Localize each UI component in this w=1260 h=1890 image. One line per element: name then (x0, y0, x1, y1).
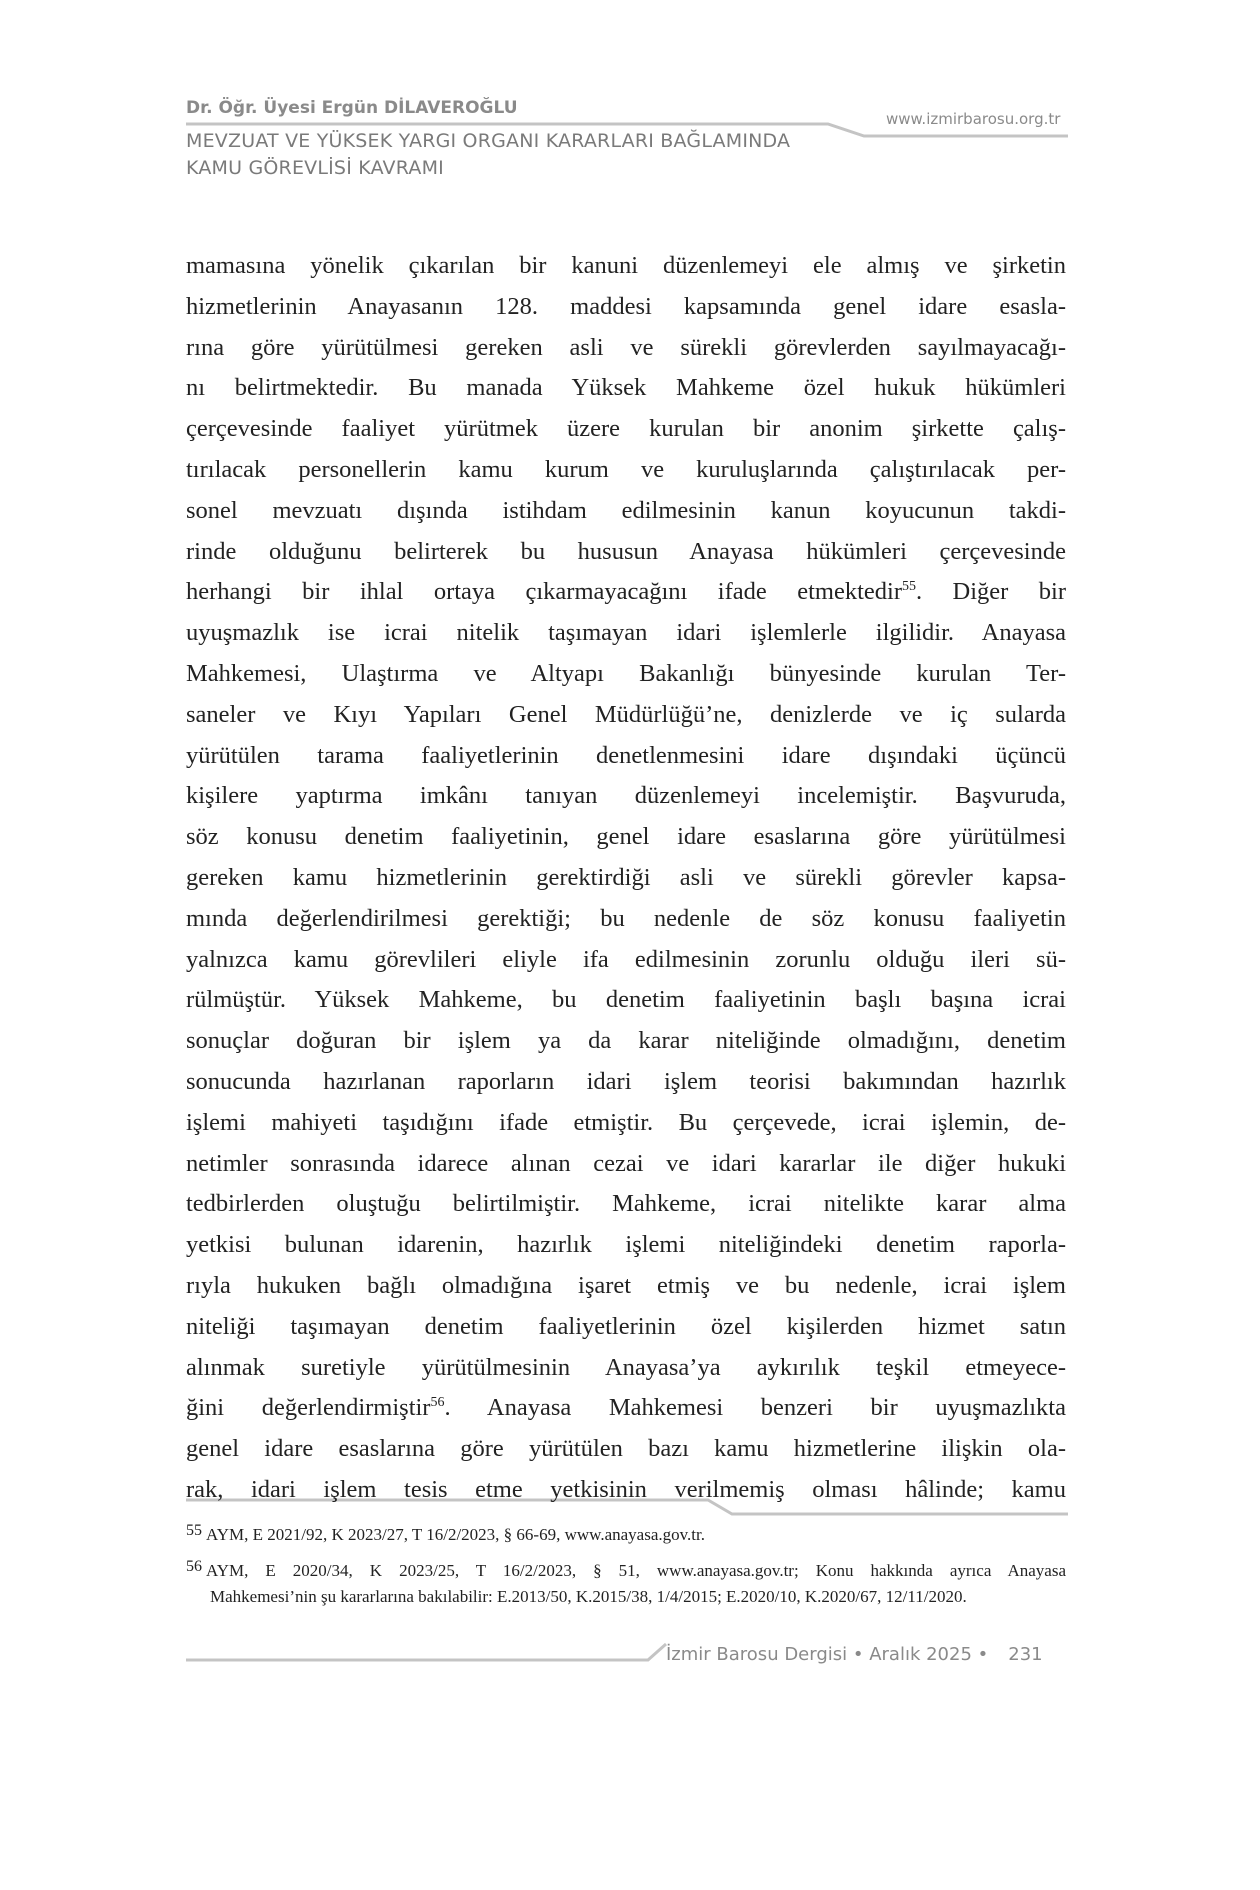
body-line: yalnızca kamu görevlileri eliyle ifa edilmesinin zorunlu olduğu ileri sü- (186, 945, 1066, 973)
body-line: saneler ve Kıyı Yapıları Genel Müdürlüğü’ne, denizlerde ve iç sularda (186, 700, 1066, 728)
body-line: tedbirlerden oluştuğu belirtilmiştir. Mahkeme, icrai nitelikte karar alma (186, 1190, 1066, 1218)
footer-rule (186, 1644, 666, 1660)
body-line: alınmak suretiyle yürütülmesinin Anayasa’ya aykırılık teşkil etmeyece- (186, 1353, 1066, 1381)
body-text (186, 246, 1066, 1511)
body-line: nı belirtmektedir. Bu manada Yüksek Mahkeme özel hukuk hükümleri (186, 374, 1066, 402)
body-line: mında değerlendirilmesi gerektiği; bu nedenle de söz konusu faaliyetin (186, 904, 1066, 932)
body-line: yürütülen tarama faaliyetlerinin denetlenmesini idare dışındaki üçüncü (186, 741, 1066, 769)
header-rule (186, 124, 1068, 136)
body-line: uyuşmazlık ise icrai nitelik taşımayan idari işlemlerle ilgilidir. Anayasa (186, 619, 1066, 647)
body-line: rinde olduğunu belirterek bu hususun Anayasa hükümleri çerçevesinde (186, 537, 1066, 565)
body-line: sonuçlar doğuran bir işlem ya da karar niteliğinde olmadığını, denetim (186, 1027, 1066, 1055)
body-line: yetkisi bulunan idarenin, hazırlık işlemi niteliğindeki denetim raporla- (186, 1231, 1066, 1259)
website-link[interactable]: www.izmirbarosu.org.tr (886, 110, 1061, 128)
body-line: sonucunda hazırlanan raporların idari işlem teorisi bakımından hazırlık (186, 1067, 1066, 1095)
body-line: söz konusu denetim faaliyetinin, genel idare esaslarına göre yürütülmesi (186, 823, 1066, 851)
footnote-reference[interactable]: 56 (430, 1395, 445, 1411)
body-line: genel idare esaslarına göre yürütülen bazı kamu hizmetlerine ilişkin ola- (186, 1435, 1066, 1463)
footnote-number: 56 (186, 1558, 202, 1575)
body-line: rıyla hukuken bağlı olmadığına işaret etmiş ve bu nedenle, icrai işlem (186, 1271, 1066, 1299)
body-line: herhangi bir ihlal ortaya çıkarmayacağını ifade etmektedir$^{55}$. Diğer bir (186, 578, 1067, 606)
journal-name: İzmir Barosu Dergisi • Aralık 2025 • (666, 1644, 989, 1665)
footnote-reference[interactable]: 55 (901, 579, 916, 595)
body-line: netimler sonrasında idarece alınan cezai ve idari kararlar ile diğer hukuki (186, 1149, 1066, 1177)
body-line: hizmetlerinin Anayasanın 128. maddesi kapsamında genel idare esasla- (186, 292, 1066, 320)
body-line: sonel mevzuatı dışında istihdam edilmesinin kanun koyucunun takdi- (186, 496, 1066, 524)
body-line: tırılacak personellerin kamu kurum ve kuruluşlarında çalıştırılacak per- (186, 455, 1066, 483)
body-line: rülmüştür. Yüksek Mahkeme, bu denetim faaliyetinin başlı başına icrai (186, 986, 1066, 1014)
body-line: rına göre yürütülmesi gereken asli ve sürekli görevlerden sayılmayacağı- (186, 333, 1066, 361)
footnote-56 (186, 1558, 1066, 1609)
footnote-number: 55 (186, 1522, 202, 1539)
footnote-text: AYM, E 2021/92, K 2023/27, T 16/2/2023, § 66-69, www.anayasa.gov.tr. (206, 1525, 705, 1544)
body-line: ğini değerlendirmiştir$^{56}$. Anayasa Mahkemesi benzeri bir uyuşmazlıkta (186, 1394, 1066, 1422)
page-number: 231 (1008, 1644, 1043, 1665)
body-line: niteliği taşımayan denetim faaliyetlerinin özel kişilerden hizmet satın (186, 1312, 1066, 1340)
footnote-text: Mahkemesi’nin şu kararlarına bakılabilir: E.2013/50, K.2015/38, 1/4/2015; E.2020/10, K.2020/67, 12/11/2020. (210, 1587, 967, 1606)
body-line: mamasına yönelik çıkarılan bir kanuni düzenlemeyi ele almış ve şirketin (186, 252, 1066, 279)
body-line: işlemi mahiyeti taşıdığını ifade etmiştir. Bu çerçevede, icrai işlemin, de- (186, 1108, 1066, 1136)
body-line: çerçevesinde faaliyet yürütmek üzere kurulan bir anonim şirkette çalış- (186, 415, 1066, 443)
footnote-text: AYM, E 2020/34, K 2023/25, T 16/2/2023, § 51, www.anayasa.gov.tr; Konu hakkında ayrıca Anayasa (206, 1561, 1066, 1580)
footnote-55 (186, 1522, 1066, 1548)
body-line: gereken kamu hizmetlerinin gerektirdiği asli ve sürekli görevler kapsa- (186, 863, 1066, 891)
page-footer (666, 1644, 1043, 1665)
body-line: rak, idari işlem tesis etme yetkisinin verilmemiş olması hâlinde; kamu (186, 1475, 1066, 1503)
article-title-line: KAMU GÖREVLİSİ KAVRAMI (186, 157, 444, 179)
body-line: Mahkemesi, Ulaştırma ve Altyapı Bakanlığı bünyesinde kurulan Ter- (186, 659, 1066, 687)
body-line: kişilere yaptırma imkânı tanıyan düzenlemeyi incelemiştir. Başvuruda, (186, 782, 1066, 810)
article-title-line: MEVZUAT VE YÜKSEK YARGI ORGANI KARARLARI BAĞLAMINDA (186, 130, 791, 152)
author-name: Dr. Öğr. Üyesi Ergün DİLAVEROĞLU (186, 98, 518, 118)
